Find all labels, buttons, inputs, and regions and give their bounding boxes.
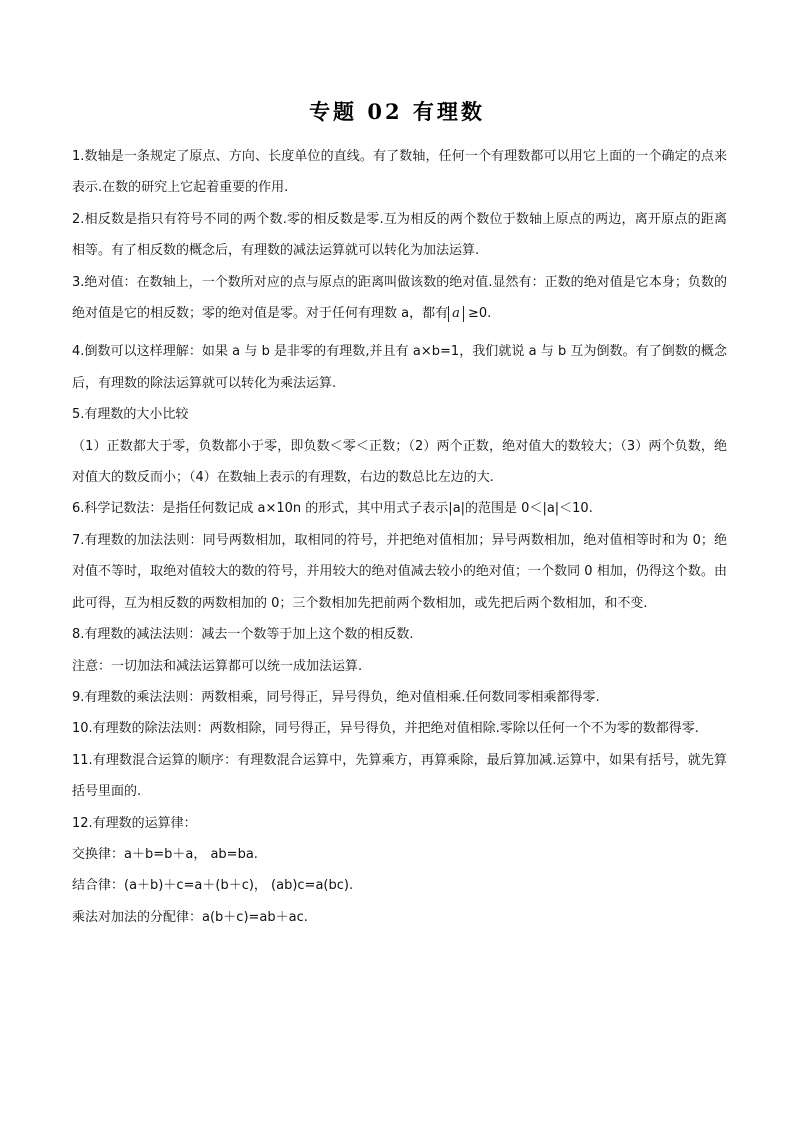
paragraph-comparison-heading: 5.有理数的大小比较 — [72, 407, 189, 423]
absolute-value-text: 3.绝对值：在数轴上，一个数所对应的点与原点的距离叫做该数的绝对值.显然有：正数的绝对值是它本身；负数的绝对值是它的相反数；零的绝对值是零。对于任何有理数 a，都有 — [72, 274, 727, 322]
law-associative: 结合律：(a＋b)＋c=a＋(b＋c)， (ab)c=a(bc). — [72, 878, 354, 894]
paragraph-laws-heading: 12.有理数的运算律： — [72, 815, 197, 831]
paragraph-opposite-numbers: 2.相反数是指只有符号不同的两个数.零的相反数是零.互为相反的两个数位于数轴上原点的两边，离开原点的距离相等。有了相反数的概念后，有理数的减法运算就可以转化为加法运算. — [72, 211, 727, 259]
document-body — [72, 141, 727, 933]
paragraph-scientific-notation: 6.科学记数法：是指任何数记成 a×10n 的形式，其中用式子表示|a|的范围是 0＜|a|＜10. — [72, 501, 593, 517]
paragraph-division-rule: 10.有理数的除法法则：两数相除，同号得正，异号得负，并把绝对值相除.零除以任何一个不为零的数都得零. — [72, 721, 699, 737]
paragraph-note: 注意：一切加法和减法运算都可以统一成加法运算. — [72, 658, 363, 674]
page-title: 专题 02 有理数 — [309, 99, 485, 124]
absolute-value-symbol: a — [448, 306, 464, 322]
paragraph-order-of-operations: 11.有理数混合运算的顺序：有理数混合运算中，先算乘方，再算乘除，最后算加减.运算中，如果有括号，就先算括号里面的. — [72, 752, 727, 800]
paragraph-comparison-rules: （1）正数都大于零，负数都小于零，即负数＜零＜正数；（2）两个正数，绝对值大的数较大；（3）两个负数，绝对值大的数反而小；（4）在数轴上表示的有理数，右边的数总比左边的大. — [72, 438, 727, 486]
absolute-value-tail: ≥0. — [463, 306, 492, 322]
paragraph-addition-rule: 7.有理数的加法法则：同号两数相加，取相同的符号，并把绝对值相加；异号两数相加，绝对值相等时和为 0；绝对值不等时，取绝对值较大的数的符号，并用较大的绝对值减去较小的绝对值；一个数同 0 相加，仍得这个数。由此可得，互为相反数的两数相加的 0；三个数相加先把前两个数相加，或先把后两个数相加，和不变. — [72, 532, 727, 611]
paragraph-reciprocal: 4.倒数可以这样理解：如果 a 与 b 是非零的有理数,并且有 a×b=1，我们就说 a 与 b 互为倒数。有了倒数的概念后，有理数的除法运算就可以转化为乘法运算. — [72, 344, 727, 391]
paragraph-multiplication-rule: 9.有理数的乘法法则：两数相乘，同号得正，异号得负，绝对值相乘.任何数同零相乘都得零. — [72, 689, 600, 705]
law-distributive: 乘法对加法的分配律：a(b＋c)=ab＋ac. — [72, 909, 308, 925]
paragraph-subtraction-rule: 8.有理数的减法法则：减去一个数等于加上这个数的相反数. — [72, 627, 414, 643]
paragraph-number-line: 1.数轴是一条规定了原点、方向、长度单位的直线。有了数轴，任何一个有理数都可以用它上面的一个确定的点来表示.在数的研究上它起着重要的作用. — [72, 149, 727, 196]
law-commutative: 交换律：a＋b=b＋a， ab=ba. — [72, 846, 258, 862]
paragraph-absolute-value — [72, 267, 727, 330]
